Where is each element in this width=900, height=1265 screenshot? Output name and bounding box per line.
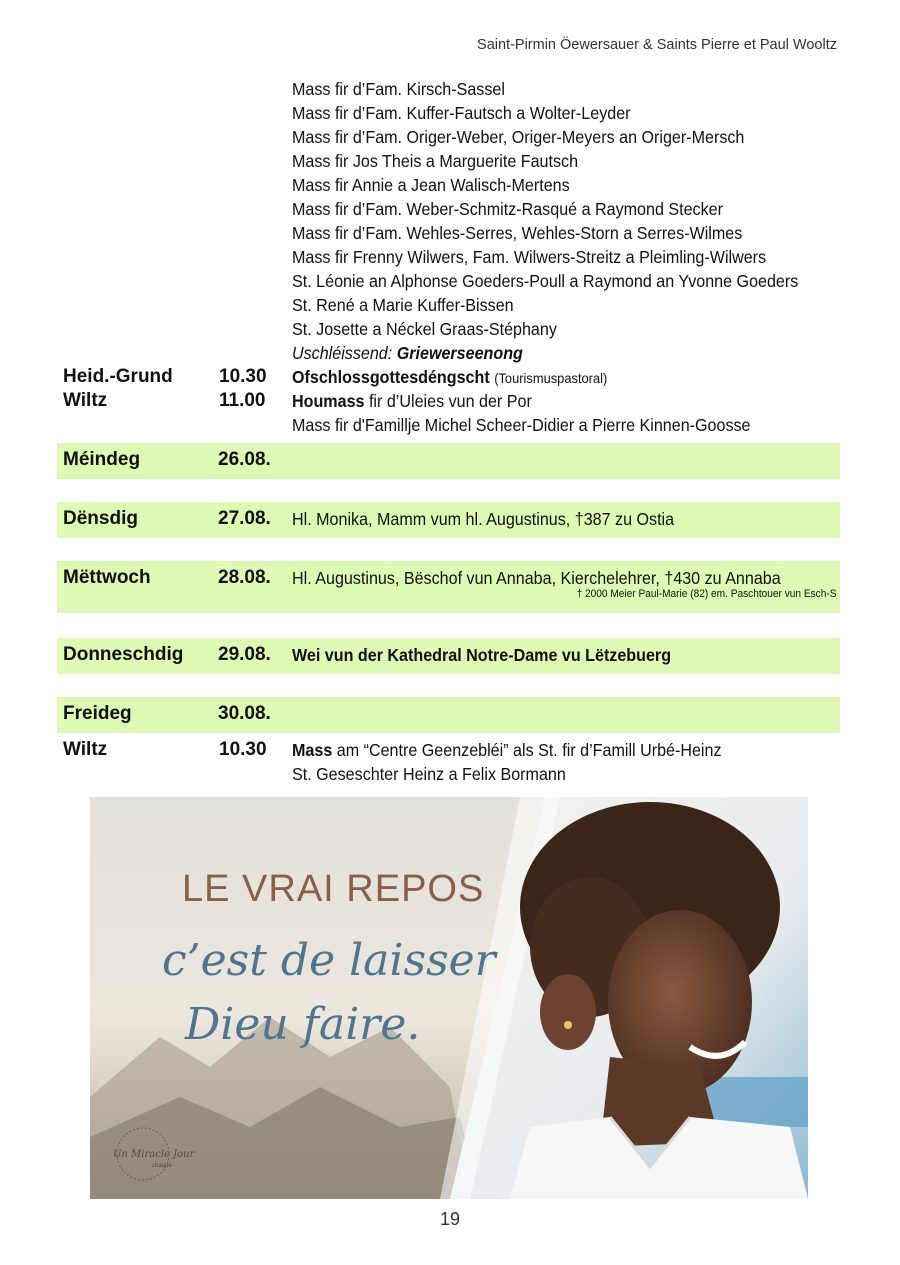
service-description: [292, 366, 607, 389]
day-date: 27.08.: [218, 508, 271, 529]
service-description: [292, 739, 722, 761]
day-date: 29.08.: [218, 644, 271, 665]
day-description: Hl. Augustinus, Bëschof vun Annaba, Kierchelehrer, †430 zu Annaba: [292, 568, 781, 588]
logo-subtext: chaque: [152, 1163, 172, 1169]
intention-line: St. Josette a Néckel Graas-Stéphany: [292, 319, 557, 339]
service-detail: fir d’Uleies vun der Por: [368, 391, 532, 411]
service-time: 10.30: [219, 739, 267, 760]
service-place: Heid.-Grund: [63, 366, 173, 387]
intention-line: Mass fir Jos Theis a Marguerite Fautsch: [292, 151, 579, 171]
intention-line: Mass fir Frenny Wilwers, Fam. Wilwers-Streitz a Pleimling-Wilwers: [292, 247, 767, 267]
day-name: Donneschdig: [63, 644, 184, 665]
day-description: Wei vun der Kathedral Notre-Dame vu Lëtzebuerg: [292, 645, 672, 665]
page-header: Saint-Pirmin Öewersauer & Saints Pierre et Paul Wooltz: [477, 37, 837, 53]
intention-line: Mass fir d’Fam. Kirsch-Sassel: [292, 79, 505, 99]
service-time: 11.00: [219, 390, 266, 411]
day-band: [57, 443, 840, 479]
image-title: LE VRAI REPOS: [182, 868, 485, 910]
day-date: 26.08.: [218, 449, 271, 470]
illustration-image: [90, 797, 808, 1199]
intention-line: Mass fir d’Fam. Origer-Weber, Origer-Meyers an Origer-Mersch: [292, 127, 745, 147]
day-note: † 2000 Meier Paul-Marie (82) em. Paschtouer vun Esch-S: [576, 588, 836, 600]
intention-line: St. Geseschter Heinz a Felix Bormann: [292, 764, 566, 784]
day-band: [57, 697, 840, 733]
intention-line: St. René a Marie Kuffer-Bissen: [292, 295, 514, 315]
closing-label: Uschléissend:: [292, 343, 393, 363]
logo-text: Un Miracle Jour: [113, 1149, 195, 1160]
intention-line: Mass fir d’Fam. Wehles-Serres, Wehles-Storn a Serres-Wilmes: [292, 223, 743, 243]
intention-line: Mass fir d’Fam. Kuffer-Fautsch a Wolter-Leyder: [292, 103, 631, 123]
service-time: 10.30: [219, 366, 267, 387]
day-band: [57, 561, 840, 613]
intention-line: St. Léonie an Alphonse Goeders-Poull a Raymond an Yvonne Goeders: [292, 271, 799, 291]
intention-line: Mass fir Annie a Jean Walisch-Mertens: [292, 175, 570, 195]
illustration-svg: [90, 797, 808, 1199]
page-number: 19: [439, 1209, 461, 1229]
day-name: Freideg: [63, 703, 132, 724]
service-title: Houmass: [292, 391, 365, 411]
day-name: Méindeg: [63, 449, 141, 470]
day-name: Mëttwoch: [63, 567, 151, 588]
service-title: Ofschlossgottesdéngscht: [292, 367, 490, 387]
closing-value: Griewerseenong: [396, 343, 523, 363]
service-place: Wiltz: [63, 739, 108, 760]
service-detail: am “Centre Geenzebléi” als St. fir d’Famill Urbé-Heinz: [336, 740, 722, 760]
service-title: Mass: [292, 740, 333, 760]
day-band: [57, 502, 840, 538]
intention-line: Mass fir d’Fam. Weber-Schmitz-Rasqué a Raymond Stecker: [292, 199, 723, 219]
image-script-line: c’est de laisser: [162, 935, 496, 986]
service-detail: (Tourismuspastoral): [494, 370, 608, 386]
closing-line: [292, 342, 523, 364]
service-description: [292, 390, 532, 412]
day-description: Hl. Monika, Mamm vum hl. Augustinus, †387 zu Ostia: [292, 509, 675, 529]
day-band: [57, 638, 840, 674]
intention-line: Mass fir d'Famillje Michel Scheer-Didier a Pierre Kinnen-Goosse: [292, 415, 751, 435]
day-name: Dënsdig: [63, 508, 138, 529]
day-date: 30.08.: [218, 703, 271, 724]
service-place: Wiltz: [63, 390, 108, 411]
day-date: 28.08.: [218, 567, 271, 588]
image-script-line: Dieu faire.: [185, 999, 421, 1050]
